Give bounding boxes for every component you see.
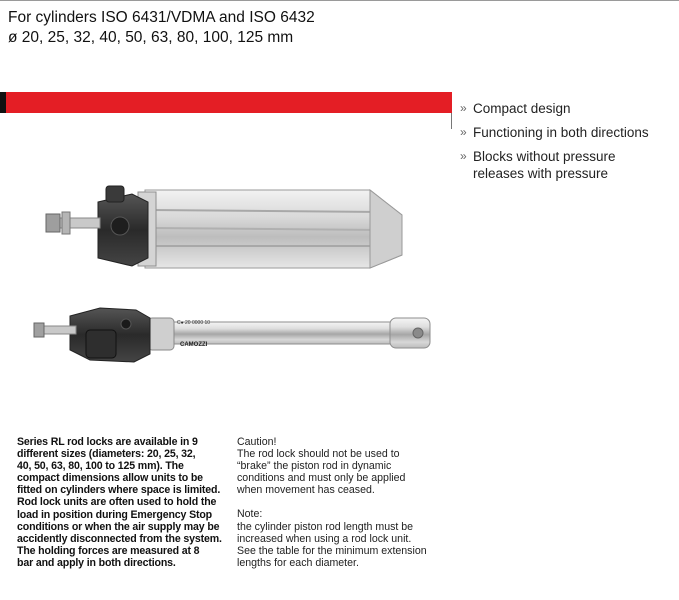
description-line: fitted on cylinders where space is limited. (17, 484, 221, 497)
description-line: Series RL rod locks are available in 9 (17, 436, 198, 448)
profile-cylinder-image (40, 180, 420, 280)
note-line: increased when using a rod lock unit. (237, 532, 412, 545)
feature-list (460, 100, 649, 189)
note-line: the cylinder piston rod length must be (237, 520, 414, 533)
feature-item (460, 124, 649, 141)
description-line: The holding forces are measured at 8 (17, 544, 200, 557)
page-header (8, 8, 315, 48)
caution-notes (237, 436, 447, 569)
band-tick (451, 113, 452, 129)
description-line: 40, 50, 63, 80, 100 to 125 mm). The (17, 460, 184, 473)
description-line: compact dimensions allow units to be (17, 472, 203, 485)
description-line: accidently disconnected from the system. (17, 532, 222, 545)
svg-text:C● 20 0000 10: C● 20 0000 10 (177, 320, 211, 326)
feature-item (460, 148, 649, 182)
caution-line: “brake” the piston rod in dynamic (237, 460, 392, 473)
red-accent-band (0, 92, 452, 113)
description-line: conditions or when the air supply may be (17, 520, 220, 533)
chevron-right-icon: » (460, 149, 467, 163)
spacer (237, 496, 447, 508)
description-line: Rod lock units are often used to hold the (17, 496, 217, 509)
feature-text: releases with pressure (473, 166, 609, 181)
caution-line: The rod lock should not be used to (237, 448, 400, 461)
caution-line: conditions and must only be applied (237, 472, 406, 485)
description-text (17, 436, 225, 569)
note-line: lengths for each diameter. (237, 556, 359, 569)
feature-text: Compact design (473, 101, 571, 116)
feature-text: Blocks without pressure (473, 149, 616, 164)
description-line: load in position during Emergency Stop (17, 508, 213, 521)
description-line: bar and apply in both directions. (17, 556, 176, 569)
brand-marking: CAMOZZI (180, 342, 208, 348)
header-line-2: ø 20, 25, 32, 40, 50, 63, 80, 100, 125 mm (8, 29, 294, 46)
description-line: different sizes (diameters: 20, 25, 32, (17, 448, 196, 461)
top-divider (0, 0, 679, 1)
note-line: See the table for the minimum extension (237, 544, 427, 557)
chevron-right-icon: » (460, 101, 467, 115)
header-line-1: For cylinders ISO 6431/VDMA and ISO 6432 (8, 9, 315, 26)
band-left-edge (0, 92, 6, 113)
caution-title: Caution! (237, 436, 277, 448)
caution-line: when movement has ceased. (237, 484, 375, 497)
feature-item (460, 100, 649, 117)
feature-text: Functioning in both directions (473, 125, 649, 140)
round-cylinder-image (30, 290, 450, 370)
chevron-right-icon: » (460, 125, 467, 139)
note-title: Note: (237, 508, 263, 521)
